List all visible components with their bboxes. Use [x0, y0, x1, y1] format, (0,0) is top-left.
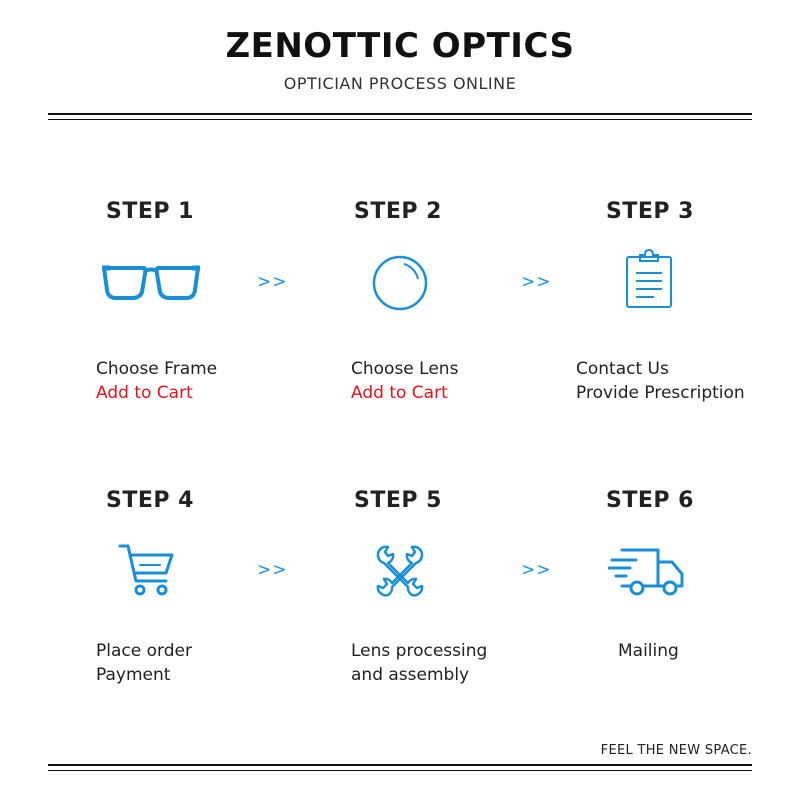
- step-3-description: [576, 357, 745, 405]
- step-5-line-1: Lens processing: [351, 641, 488, 661]
- step-1-title: STEP 1: [106, 199, 194, 224]
- step-3-line-1: Contact Us: [576, 359, 669, 379]
- step-4-line-2: Payment: [96, 665, 171, 685]
- step-1-description: [96, 357, 217, 405]
- footer-divider-thin: [48, 770, 752, 771]
- step-6-description: [618, 639, 679, 663]
- step-6-title: STEP 6: [606, 488, 694, 513]
- header-divider-thin: [48, 119, 752, 120]
- shopping-cart-icon: [118, 543, 176, 597]
- step-2-title: STEP 2: [354, 199, 442, 224]
- step-3-line-2: Provide Prescription: [576, 383, 745, 403]
- step-1-line-1: Choose Frame: [96, 359, 218, 379]
- brand-title: ZENOTTIC OPTICS: [225, 26, 575, 66]
- footer-slogan: FEEL THE NEW SPACE.: [600, 743, 752, 758]
- step-6-line-1: Mailing: [618, 641, 679, 661]
- delivery-truck-icon: [608, 546, 686, 598]
- step-2-add-to-cart[interactable]: Add to Cart: [351, 383, 448, 403]
- header-divider-thick: [48, 113, 752, 115]
- arrow-5-6: >>: [521, 560, 552, 580]
- step-4-description: [96, 639, 192, 687]
- step-5-line-2: and assembly: [351, 665, 470, 685]
- step-3-title: STEP 3: [606, 199, 694, 224]
- footer-divider-thick: [48, 764, 752, 766]
- arrow-1-2: >>: [257, 272, 288, 292]
- wrenches-icon: [372, 543, 428, 599]
- step-2-line-1: Choose Lens: [351, 359, 459, 379]
- arrow-2-3: >>: [521, 272, 552, 292]
- arrow-4-5: >>: [257, 560, 288, 580]
- step-1-add-to-cart[interactable]: Add to Cart: [96, 383, 193, 403]
- step-2-description: [351, 357, 458, 405]
- step-4-title: STEP 4: [106, 488, 194, 513]
- step-5-title: STEP 5: [354, 488, 442, 513]
- clipboard-icon: [624, 249, 674, 309]
- step-5-description: [351, 639, 487, 687]
- tagline: OPTICIAN PROCESS ONLINE: [283, 74, 517, 93]
- step-4-line-1: Place order: [96, 641, 192, 661]
- lens-icon: [371, 254, 429, 312]
- eyeglasses-icon: [100, 262, 202, 302]
